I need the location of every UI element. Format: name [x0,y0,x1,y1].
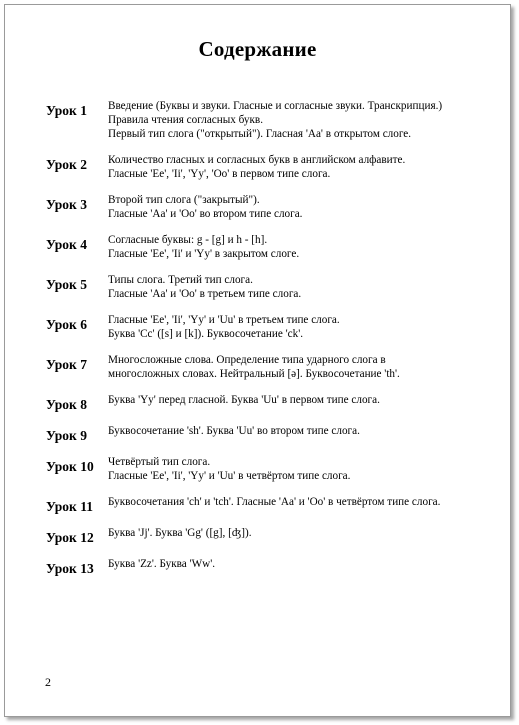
toc-entry [46,557,486,576]
lesson-description-line: Типы слога. Третий тип слога. [108,274,253,286]
lesson-number: Урок 13 [46,561,94,576]
lesson-description [108,353,486,381]
lesson-description [108,424,486,438]
lesson-description-line: Буква 'Yy' перед гласной. Буква 'Uu' в первом типе слога. [108,394,380,406]
lesson-description-line: Буква 'Zz'. Буква 'Ww'. [108,558,216,570]
table-of-contents [46,99,486,588]
toc-entry [46,495,486,514]
lesson-description-line: Первый тип слога ("открытый"). Гласная 'Aa' в открытом слоге. [108,128,412,140]
lesson-number: Урок 11 [46,499,93,514]
lesson-description-line: Многосложные слова. Определение типа ударного слога в [108,354,386,366]
lesson-description-line: Буква 'Cc' ([s] и [k]). Буквосочетание 'ck'. [108,328,304,340]
lesson-number: Урок 3 [46,197,87,212]
lesson-description [108,313,486,341]
toc-entry [46,313,486,341]
toc-entry [46,153,486,181]
toc-entry [46,273,486,301]
lesson-description-line: Согласные буквы: g - [g] и h - [h]. [108,234,268,246]
lesson-description-line: Второй тип слога ("закрытый"). [108,194,260,206]
lesson-number: Урок 6 [46,317,87,332]
toc-entry [46,233,486,261]
toc-entry [46,455,486,483]
lesson-description [108,193,486,221]
toc-entry [46,99,486,141]
lesson-description-line: Гласные 'Ee', 'Ii', 'Yy' и 'Uu' в четвёртом типе слога. [108,470,351,482]
lesson-description-line: Буквосочетание 'sh'. Буква 'Uu' во втором типе слога. [108,425,360,437]
lesson-description [108,99,486,141]
lesson-description [108,153,486,181]
lesson-description-line: Буква 'Jj'. Буква 'Gg' ([g], [ʤ]). [108,527,252,539]
lesson-description-line: Введение (Буквы и звуки. Гласные и согласные звуки. Транскрипция.) [108,100,443,112]
lesson-description [108,233,486,261]
lesson-description-line: Гласные 'Ee', 'Ii' и 'Yy' в закрытом слоге. [108,248,300,260]
lesson-description-line: Четвёртый тип слога. [108,456,211,468]
lesson-number: Урок 2 [46,157,87,172]
lesson-description [108,273,486,301]
lesson-description-line: Гласные 'Ee', 'Ii', 'Yy' и 'Uu' в третьем типе слога. [108,314,340,326]
lesson-description [108,393,486,407]
lesson-description-line: Гласные 'Ee', 'Ii', 'Yy', 'Oo' в первом типе слога. [108,168,331,180]
toc-entry [46,393,486,412]
lesson-number: Урок 5 [46,277,87,292]
lesson-description-line: многосложных словах. Нейтральный [ə]. Буквосочетание 'th'. [108,368,400,380]
lesson-number: Урок 9 [46,428,87,443]
document-page [4,4,511,717]
toc-entry [46,424,486,443]
toc-entry [46,353,486,381]
page-title: Содержание [198,37,317,61]
toc-entry [46,193,486,221]
lesson-description-line: Гласные 'Aa' и 'Oo' в третьем типе слога. [108,288,302,300]
lesson-number: Урок 1 [46,103,87,118]
lesson-description [108,495,486,509]
lesson-description-line: Правила чтения согласных букв. [108,114,264,126]
lesson-number: Урок 10 [46,459,94,474]
page-number: 2 [45,675,51,689]
lesson-number: Урок 12 [46,530,94,545]
lesson-description [108,557,486,571]
lesson-number: Урок 4 [46,237,87,252]
lesson-number: Урок 7 [46,357,87,372]
lesson-description-line: Буквосочетания 'ch' и 'tch'. Гласные 'Aa' и 'Oo' в четвёртом типе слога. [108,496,441,508]
toc-entry [46,526,486,545]
lesson-description [108,526,486,540]
lesson-description [108,455,486,483]
lesson-description-line: Гласные 'Aa' и 'Oo' во втором типе слога. [108,208,303,220]
lesson-number: Урок 8 [46,397,87,412]
lesson-description-line: Количество гласных и согласных букв в английском алфавите. [108,154,406,166]
